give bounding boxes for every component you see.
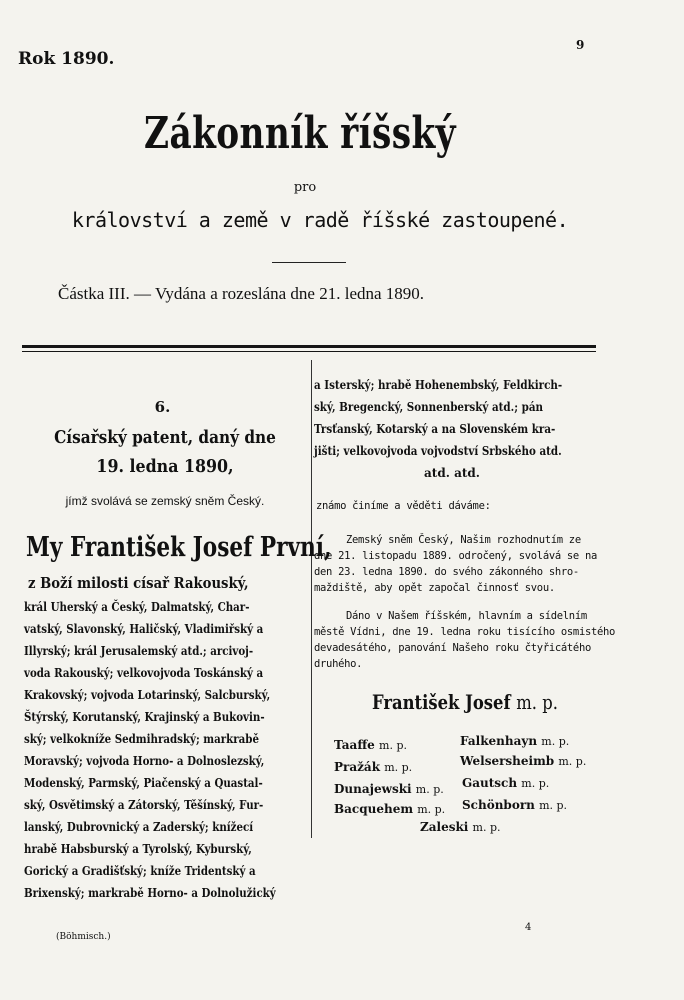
right-title-line: jišti; velkovojvoda vojvodství Srbského atd. — [314, 444, 562, 458]
title-line: ský, Osvětimský a Zátorský, Těšínský, Fur- — [24, 798, 264, 812]
document-subtitle: království a země v radě říšské zastoupené. — [71, 208, 569, 232]
page-number: 9 — [576, 38, 585, 52]
decree-line: maždiště, aby opět započal činnosť svou. — [314, 582, 555, 594]
minister-signature: Falkenhayn m. p. — [460, 734, 570, 748]
minister-signature: Pražák m. p. — [334, 760, 413, 774]
title-pro: pro — [293, 180, 317, 195]
decree-line: den 23. ledna 1890. do svého zákonného shro- — [314, 566, 579, 578]
title-line: Moravský; vojvoda Horno- a Dolnoslezský, — [24, 754, 265, 768]
printer-mark: (Böhmisch.) — [56, 932, 111, 942]
title-line: Gorický a Gradišťský; kníže Tridentský a — [24, 864, 256, 878]
minister-signature: Schönborn m. p. — [462, 798, 568, 812]
sheet-number: 4 — [525, 922, 532, 933]
title-line: Štýrský, Korutanský, Krajinský a Bukovin- — [24, 710, 265, 724]
title-line: lanský, Dubrovnický a Zaderský; knížecí — [24, 820, 254, 834]
title-line: ský; velkokníže Sedmihradský; markrabě — [24, 732, 259, 746]
signer-name: František Josef — [372, 690, 511, 714]
issue-date: — Vydána a rozeslána dne 21. ledna 1890. — [134, 284, 425, 303]
title-line: Krakovský; vojvoda Lotarinský, Salcburský, — [24, 688, 271, 702]
title-line: z Boží milosti císař Rakouský, — [28, 574, 249, 592]
decree-line: dne 21. listopadu 1889. odročený, svolává se na — [314, 550, 598, 562]
issue-line — [58, 284, 424, 304]
emperor-signature — [372, 690, 558, 714]
title-line: hrabě Habsburský a Tyrolský, Kyburský, — [24, 842, 252, 856]
double-rule-thick — [22, 345, 596, 348]
dated-line: devadesátého, panování Našeho roku čtyřicátého — [314, 642, 591, 654]
minister-signature: Zaleski m. p. — [420, 820, 501, 834]
dated-line: druhého. — [314, 658, 363, 670]
title-line: Brixenský; markrabě Horno- a Dolnolužický — [24, 886, 276, 900]
dated-line: Dáno v Našem říšském, hlavním a sídelním — [346, 610, 587, 622]
right-title-line: atd. atd. — [424, 466, 480, 480]
column-divider — [311, 360, 312, 838]
dated-line: městě Vídni, dne 19. ledna roku tisícího osmistého — [314, 626, 616, 638]
title-line: Illyrský; král Jerusalemský atd.; arcivoj- — [24, 644, 254, 658]
minister-signature: Gautsch m. p. — [462, 776, 550, 790]
issue-part: Částka III. — [58, 284, 130, 303]
decree-line: Zemský sněm Český, Našim rozhodnutím ze — [346, 534, 581, 546]
patent-heading-line2: 19. ledna 1890, — [96, 456, 234, 477]
emperor-name: My František Josef První, — [26, 532, 332, 563]
patent-summary: jímž svolává se zemský sněm Český. — [65, 494, 265, 508]
title-line: vatský, Slavonský, Haličský, Vladimiřský a — [24, 622, 264, 636]
signer-mp: m. p. — [516, 690, 558, 714]
minister-signature: Taaffe m. p. — [334, 738, 407, 752]
minister-signature: Dunajewski m. p. — [334, 782, 444, 796]
double-rule-thin — [22, 351, 596, 352]
patent-heading-line1: Císařský patent, daný dne — [54, 427, 276, 448]
right-title-line: a Isterský; hrabě Hohenembský, Feldkirch- — [314, 378, 563, 392]
minister-signature: Welsersheimb m. p. — [460, 754, 587, 768]
right-title-line: ský, Bregencký, Sonnenberský atd.; pán — [314, 400, 544, 414]
title-line: Modenský, Parmský, Piačenský a Quastal- — [24, 776, 263, 790]
title-line: voda Rakouský; velkovojvoda Toskánský a — [24, 666, 264, 680]
title-line: král Uherský a Český, Dalmatský, Char- — [24, 600, 250, 614]
right-title-line: Trsťanský, Kotarský a na Slovenském kra- — [314, 422, 556, 436]
document-title: Zákonník říšský — [144, 108, 456, 159]
patent-number: 6. — [154, 398, 171, 416]
short-divider — [272, 262, 346, 263]
proclamation-intro: známo činíme a věděti dáváme: — [316, 500, 491, 512]
minister-signature: Bacquehem m. p. — [334, 802, 446, 816]
year-label: Rok 1890. — [18, 49, 115, 69]
